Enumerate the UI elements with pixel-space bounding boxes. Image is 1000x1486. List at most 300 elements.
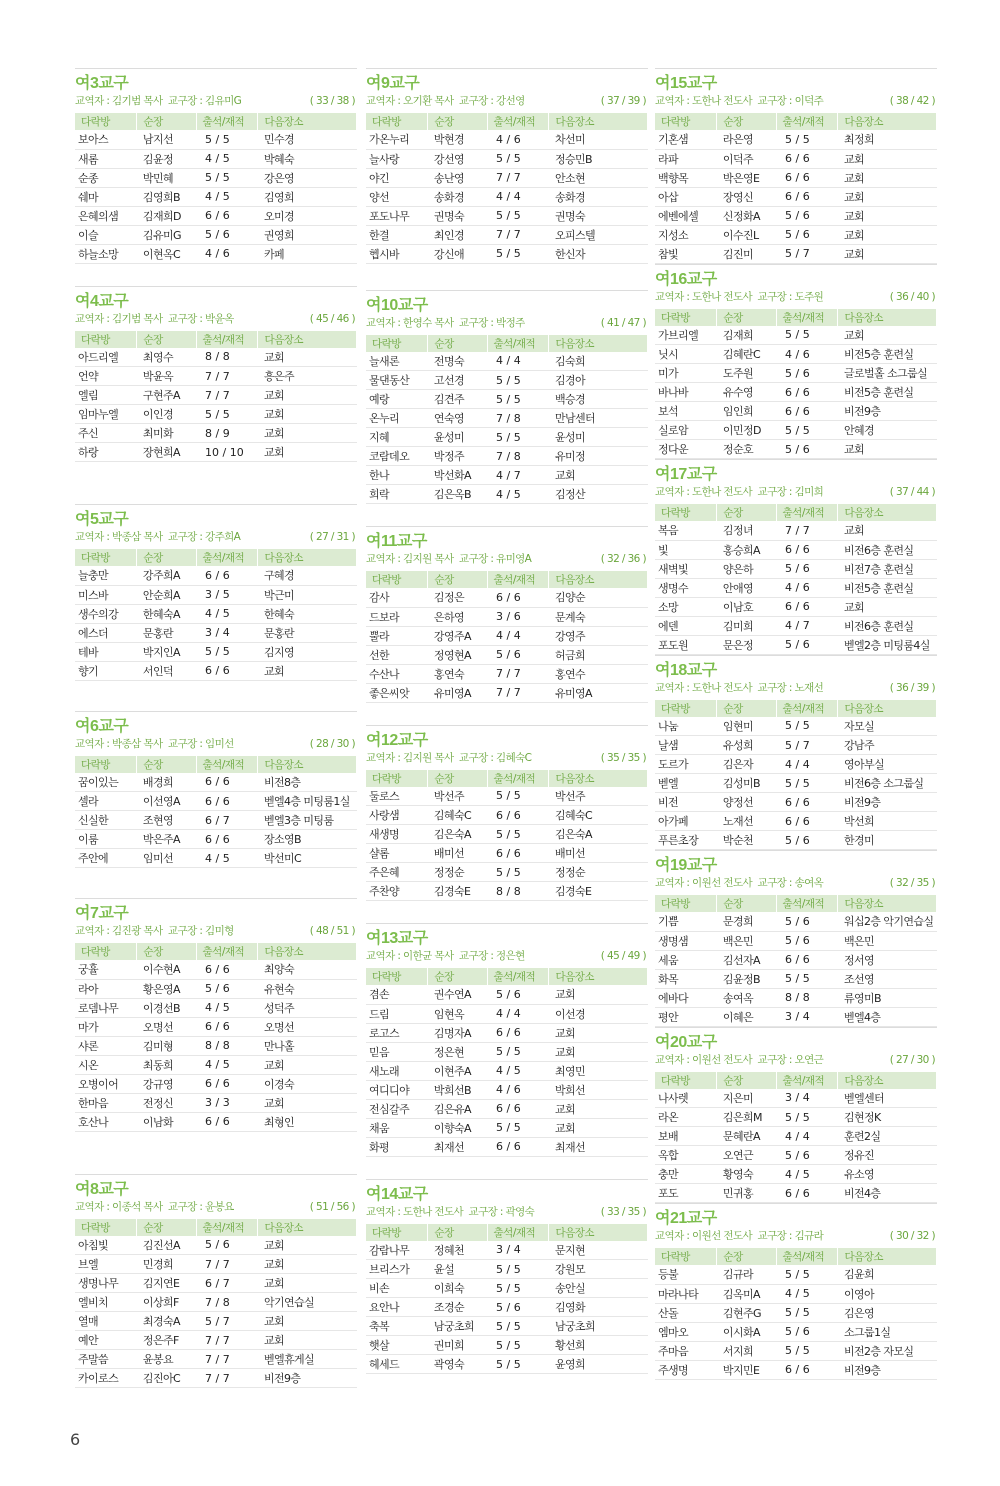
cell-attendance: 5 / 5 [487,1336,549,1355]
district-staff [655,93,823,110]
cell-next-place: 영아부실 [838,755,937,774]
cell-leader: 김영희B [137,187,196,206]
cell-attendance: 3 / 4 [196,623,258,642]
cell-attendance: 6 / 6 [487,1137,549,1156]
district-info [655,289,937,306]
cell-attendance: 8 / 8 [487,882,549,901]
header-attendance: 출석/재적 [487,770,549,787]
cell-next-place: 안소현 [549,168,648,187]
cell-leader: 이시화A [717,1322,776,1341]
district-block [75,504,357,681]
cell-attendance: 8 / 8 [196,1036,258,1055]
table-row [655,988,937,1007]
attendance-ratio: ( 38 / 42 ) [889,95,935,107]
cell-next-place: 김혜숙C [549,806,648,825]
cell-attendance: 3 / 4 [487,1241,549,1260]
cell-leader: 강신애 [428,244,487,263]
leader-label: 교구장 : 김유미G [167,95,242,107]
cell-next-place: 만나홀 [258,1036,357,1055]
cell-darakbang: 세움 [655,950,717,969]
leader-label: 교구장 : 노재선 [757,681,824,694]
cell-attendance: 5 / 6 [196,1236,258,1255]
cell-attendance: 5 / 5 [196,130,258,149]
table-row [655,1303,937,1322]
cell-darakbang: 산돌 [655,1303,717,1322]
cell-attendance: 6 / 6 [776,1184,838,1203]
cell-next-place: 김현정K [838,1108,937,1127]
cell-attendance: 6 / 6 [776,402,838,421]
cell-attendance: 4 / 6 [196,244,258,263]
header-darakbang: 다락방 [366,1224,428,1241]
table-header-row [655,504,937,521]
cell-attendance: 5 / 6 [776,635,838,654]
cell-attendance: 4 / 6 [487,1080,549,1099]
cell-leader: 문은정 [717,635,776,654]
cell-attendance: 6 / 6 [196,1017,258,1036]
pastor-label: 교역자 : 한영수 목사 [366,316,454,329]
cell-leader: 김은숙A [428,825,487,844]
cell-darakbang: 미가 [655,364,717,383]
table-row [366,1260,648,1279]
cell-attendance: 5 / 6 [776,206,838,225]
cell-darakbang: 물댄동산 [366,371,428,390]
cell-attendance: 10 / 10 [196,443,258,462]
cell-leader: 최동희 [137,1055,196,1074]
cell-leader: 김현주G [717,1303,776,1322]
cell-attendance: 8 / 8 [776,988,838,1007]
district-title: 여3교구 [75,75,129,92]
district-block [655,264,937,460]
cell-attendance: 5 / 5 [776,1108,838,1127]
cell-attendance: 5 / 5 [776,1265,838,1284]
cell-attendance: 6 / 6 [776,168,838,187]
cell-attendance: 5 / 5 [487,428,549,447]
pastor-label: 교역자 : 이원선 전도사 [655,1053,753,1066]
district-info [366,948,648,965]
cell-attendance: 6 / 6 [776,149,838,168]
cell-attendance: 5 / 5 [776,1341,838,1360]
cell-leader: 박순천 [717,831,776,850]
attendance-ratio: ( 36 / 39 ) [889,681,935,694]
table-row [655,421,937,440]
table-row [366,409,648,428]
district-staff [366,1204,534,1221]
attendance-ratio: ( 27 / 31 ) [309,531,355,543]
cell-next-place: 이영아 [838,1284,937,1303]
cell-next-place: 교회 [258,1312,357,1331]
attendance-table [366,335,648,505]
pastor-label: 교역자 : 도한나 전도사 [655,681,753,694]
header-darakbang: 다락방 [366,770,428,787]
cell-darakbang: 실로암 [655,421,717,440]
district-block [366,290,648,505]
cell-darakbang: 아삽 [655,187,717,206]
cell-attendance: 5 / 5 [776,1303,838,1322]
cell-darakbang: 늘사랑 [366,149,428,168]
cell-attendance: 4 / 6 [776,345,838,364]
cell-next-place: 벧엘3층 미팅룸 [258,811,357,830]
cell-darakbang: 생수의강 [75,604,137,623]
table-row [75,244,357,263]
table-row [655,774,937,793]
district-block [655,68,937,264]
cell-attendance: 4 / 4 [487,187,549,206]
table-row [366,1080,648,1099]
cell-leader: 임인희 [717,402,776,421]
cell-leader: 박은주A [137,830,196,849]
cell-leader: 황은영A [137,979,196,998]
table-row [655,793,937,812]
table-row [655,559,937,578]
district-title: 여21교구 [655,1210,717,1227]
table-row [75,1331,357,1350]
cell-next-place: 훈련2실 [838,1127,937,1146]
cell-darakbang: 엘림 [75,386,137,405]
attendance-table [655,309,937,460]
cell-leader: 이덕주 [717,149,776,168]
table-row [366,645,648,664]
leader-label: 교구장 : 임미선 [167,737,234,750]
cell-next-place: 류영미B [838,988,937,1007]
cell-next-place: 비전2층 자모실 [838,1341,937,1360]
district-info [75,923,357,940]
cell-next-place: 비전9층 [838,793,937,812]
cell-darakbang: 꿈이있는 [75,773,137,792]
header-attendance: 출석/재적 [776,700,838,717]
cell-attendance: 5 / 6 [776,364,838,383]
table-row [655,969,937,988]
district-block [366,923,648,1157]
cell-next-place: 정정순 [549,863,648,882]
table-header-row [75,113,357,130]
cell-leader: 안순희A [137,585,196,604]
table-row [75,1093,357,1112]
cell-next-place: 교회 [549,1099,648,1118]
cell-attendance: 5 / 5 [196,168,258,187]
cell-attendance: 6 / 6 [196,830,258,849]
cell-next-place: 소그룹1실 [838,1322,937,1341]
table-row [75,830,357,849]
cell-leader: 김은유A [428,1099,487,1118]
table-row [366,485,648,504]
table-row [655,1341,937,1360]
table-header-row [366,113,648,130]
district-title: 여8교구 [75,1180,129,1198]
table-row [366,787,648,806]
cell-next-place: 교회 [549,1118,648,1137]
header-attendance: 출석/재적 [196,1219,258,1236]
cell-next-place: 만남센터 [549,409,648,428]
cell-attendance: 5 / 5 [776,774,838,793]
cell-attendance: 8 / 8 [196,348,258,367]
cell-attendance: 7 / 8 [487,409,549,428]
header-next-place: 다음장소 [258,943,357,960]
header-next-place: 다음장소 [549,770,648,787]
cell-darakbang: 둘로스 [366,787,428,806]
header-darakbang: 다락방 [655,1072,717,1089]
district-block [655,1203,937,1380]
cell-darakbang: 지성소 [655,225,717,244]
table-row [655,812,937,831]
cell-darakbang: 코람데오 [366,447,428,466]
district-title: 여17교구 [655,466,717,483]
cell-attendance: 4 / 5 [196,149,258,168]
attendance-ratio: ( 35 / 35 ) [600,751,646,764]
table-header-row [75,331,357,348]
cell-leader: 윤성미 [428,428,487,447]
header-next-place: 다음장소 [549,335,648,352]
cell-leader: 최인경 [428,225,487,244]
cell-next-place: 김양순 [549,588,648,607]
district-info [366,551,648,568]
cell-attendance: 5 / 5 [776,969,838,988]
cell-leader: 문혜란A [717,1127,776,1146]
table-row [655,540,937,559]
header-attendance: 출석/재적 [487,335,549,352]
table-row [75,623,357,642]
district-info [366,1204,648,1221]
district-title: 여15교구 [655,75,717,92]
cell-next-place: 교회 [838,597,937,616]
district-staff [75,736,234,753]
cell-attendance: 4 / 5 [196,998,258,1017]
attendance-table [655,1248,937,1380]
district-staff [655,1228,823,1245]
cell-leader: 최경숙A [137,1312,196,1331]
cell-next-place: 오미경 [258,206,357,225]
cell-attendance: 5 / 6 [487,645,549,664]
header-attendance: 출석/재적 [196,756,258,773]
cell-darakbang: 테바 [75,642,137,661]
cell-attendance: 5 / 5 [776,421,838,440]
header-leader: 순장 [428,335,487,352]
cell-attendance: 6 / 7 [196,811,258,830]
cell-darakbang: 햇살 [366,1336,428,1355]
table-row [366,985,648,1004]
cell-next-place: 흥은주 [258,367,357,386]
cell-next-place: 교회 [838,168,937,187]
header-leader: 순장 [137,549,196,566]
cell-attendance: 6 / 6 [776,1360,838,1379]
table-row [75,1036,357,1055]
header-attendance: 출석/재적 [776,309,838,326]
cell-attendance: 6 / 6 [776,950,838,969]
cell-next-place: 비전5층 훈련실 [838,383,937,402]
cell-next-place: 차선미 [549,130,648,149]
header-next-place: 다음장소 [838,309,937,326]
header-attendance: 출석/재적 [776,895,838,912]
header-leader: 순장 [428,770,487,787]
table-row [366,806,648,825]
cell-darakbang: 브리스가 [366,1260,428,1279]
attendance-table [75,756,357,869]
district-title: 여14교구 [366,1185,428,1203]
cell-attendance: 5 / 5 [487,1279,549,1298]
cell-attendance: 4 / 5 [196,1055,258,1074]
cell-attendance: 5 / 5 [487,863,549,882]
cell-darakbang: 겸손 [366,985,428,1004]
table-row [366,390,648,409]
cell-leader: 오명선 [137,1017,196,1036]
page-number: 6 [70,1430,81,1449]
table-row [655,950,937,969]
header-next-place: 다음장소 [838,700,937,717]
cell-leader: 이희숙 [428,1279,487,1298]
cell-darakbang: 주생명 [655,1360,717,1379]
cell-attendance: 7 / 7 [487,168,549,187]
header-darakbang: 다락방 [655,309,717,326]
cell-attendance: 6 / 6 [487,844,549,863]
cell-next-place: 권영희 [258,225,357,244]
header-darakbang: 다락방 [655,1248,717,1265]
table-row [655,130,937,149]
cell-next-place: 권명숙 [549,206,648,225]
cell-leader: 박선화A [428,466,487,485]
district-block [75,711,357,869]
cell-leader: 라은영 [717,130,776,149]
table-row [655,1165,937,1184]
cell-next-place: 황선희 [549,1336,648,1355]
header-next-place: 다음장소 [258,331,357,348]
cell-leader: 박현경 [428,130,487,149]
cell-darakbang: 하랑 [75,443,137,462]
cell-leader: 장영신 [717,187,776,206]
cell-attendance: 6 / 6 [776,812,838,831]
cell-attendance: 5 / 7 [776,244,838,263]
cell-next-place: 비전6층 훈련실 [838,616,937,635]
cell-next-place: 유미정 [549,447,648,466]
cell-darakbang: 호산나 [75,1112,137,1131]
district-staff [75,93,241,110]
cell-leader: 배미선 [428,844,487,863]
table-header-row [655,1248,937,1265]
table-row [655,225,937,244]
cell-attendance: 5 / 6 [776,1146,838,1165]
table-row [366,1023,648,1042]
cell-darakbang: 푸른초장 [655,831,717,850]
cell-leader: 안애영 [717,578,776,597]
pastor-label: 교역자 : 이한균 목사 [366,950,454,962]
cell-darakbang: 오병이어 [75,1074,137,1093]
cell-darakbang: 보아스 [75,130,137,149]
cell-leader: 정혜천 [428,1241,487,1260]
leader-label: 교구장 : 윤봉요 [167,1200,234,1213]
header-next-place: 다음장소 [258,113,357,130]
pastor-label: 교역자 : 김기범 목사 [75,312,163,325]
district-staff [75,1199,234,1216]
header-darakbang: 다락방 [366,113,428,130]
table-row [75,792,357,811]
cell-next-place: 워십2층 악기연습실 [838,912,937,931]
cell-darakbang: 미스바 [75,585,137,604]
header-next-place: 다음장소 [838,1248,937,1265]
cell-next-place: 김경숙E [549,882,648,901]
table-header-row [75,1219,357,1236]
table-row [655,1284,937,1303]
cell-darakbang: 좋은씨앗 [366,683,428,702]
cell-next-place: 김숙희 [549,352,648,371]
district-block [655,655,937,851]
table-row [366,187,648,206]
table-row [366,1298,648,1317]
cell-darakbang: 브엘 [75,1255,137,1274]
cell-next-place: 교회 [258,386,357,405]
cell-next-place: 정유진 [838,1146,937,1165]
cell-next-place: 비전5층 훈련실 [838,578,937,597]
cell-next-place: 성덕주 [258,998,357,1017]
header-leader: 순장 [717,309,776,326]
table-header-row [75,756,357,773]
district-staff [655,289,823,306]
cell-darakbang: 엠마오 [655,1322,717,1341]
cell-leader: 유미영A [428,683,487,702]
cell-darakbang: 새노래 [366,1061,428,1080]
cell-next-place: 문지현 [549,1241,648,1260]
cell-attendance: 4 / 5 [487,485,549,504]
cell-next-place: 송화경 [549,187,648,206]
cell-darakbang: 에덴 [655,616,717,635]
cell-leader: 박민혜 [137,168,196,187]
header-next-place: 다음장소 [549,1224,648,1241]
district-info [75,736,357,753]
cell-next-place: 교회 [838,225,937,244]
table-row [655,616,937,635]
table-row [75,1112,357,1131]
district-title: 여13교구 [366,930,428,947]
cell-attendance: 5 / 5 [487,1317,549,1336]
cell-attendance: 4 / 5 [776,1165,838,1184]
cell-next-place: 최정희 [838,130,937,149]
table-row [366,206,648,225]
cell-attendance: 6 / 6 [196,1074,258,1093]
table-row [75,1350,357,1369]
cell-attendance: 7 / 7 [196,1350,258,1369]
cell-leader: 김견주 [428,390,487,409]
cell-attendance: 5 / 6 [776,931,838,950]
cell-next-place: 허금희 [549,645,648,664]
cell-attendance: 5 / 5 [776,130,838,149]
header-attendance: 출석/재적 [196,113,258,130]
cell-next-place: 벧엘센터 [838,1089,937,1108]
table-header-row [366,968,648,985]
district-staff [366,948,525,965]
cell-next-place: 김은영 [838,1303,937,1322]
district-staff [366,750,531,767]
leader-label: 교구장 : 오연근 [757,1053,824,1066]
cell-attendance: 4 / 5 [196,604,258,623]
table-row [655,912,937,931]
cell-darakbang: 화목 [655,969,717,988]
cell-next-place: 정서영 [838,950,937,969]
cell-attendance: 8 / 9 [196,424,258,443]
cell-leader: 이선영A [137,792,196,811]
cell-darakbang: 주안에 [75,849,137,868]
cell-next-place: 비전9층 [838,1360,937,1379]
cell-leader: 김미희 [717,616,776,635]
cell-next-place: 박혜숙 [258,149,357,168]
header-attendance: 출석/재적 [776,113,838,130]
table-row [75,998,357,1017]
pastor-label: 교역자 : 이원선 전도사 [655,1230,753,1242]
cell-next-place: 비전6층 훈련실 [838,540,937,559]
district-staff [655,484,823,501]
leader-label: 교구장 : 곽영숙 [468,1205,535,1218]
header-leader: 순장 [428,113,487,130]
cell-darakbang: 하늘소망 [75,244,137,263]
cell-attendance: 6 / 6 [487,588,549,607]
cell-next-place: 백승경 [549,390,648,409]
district-block [75,286,357,463]
